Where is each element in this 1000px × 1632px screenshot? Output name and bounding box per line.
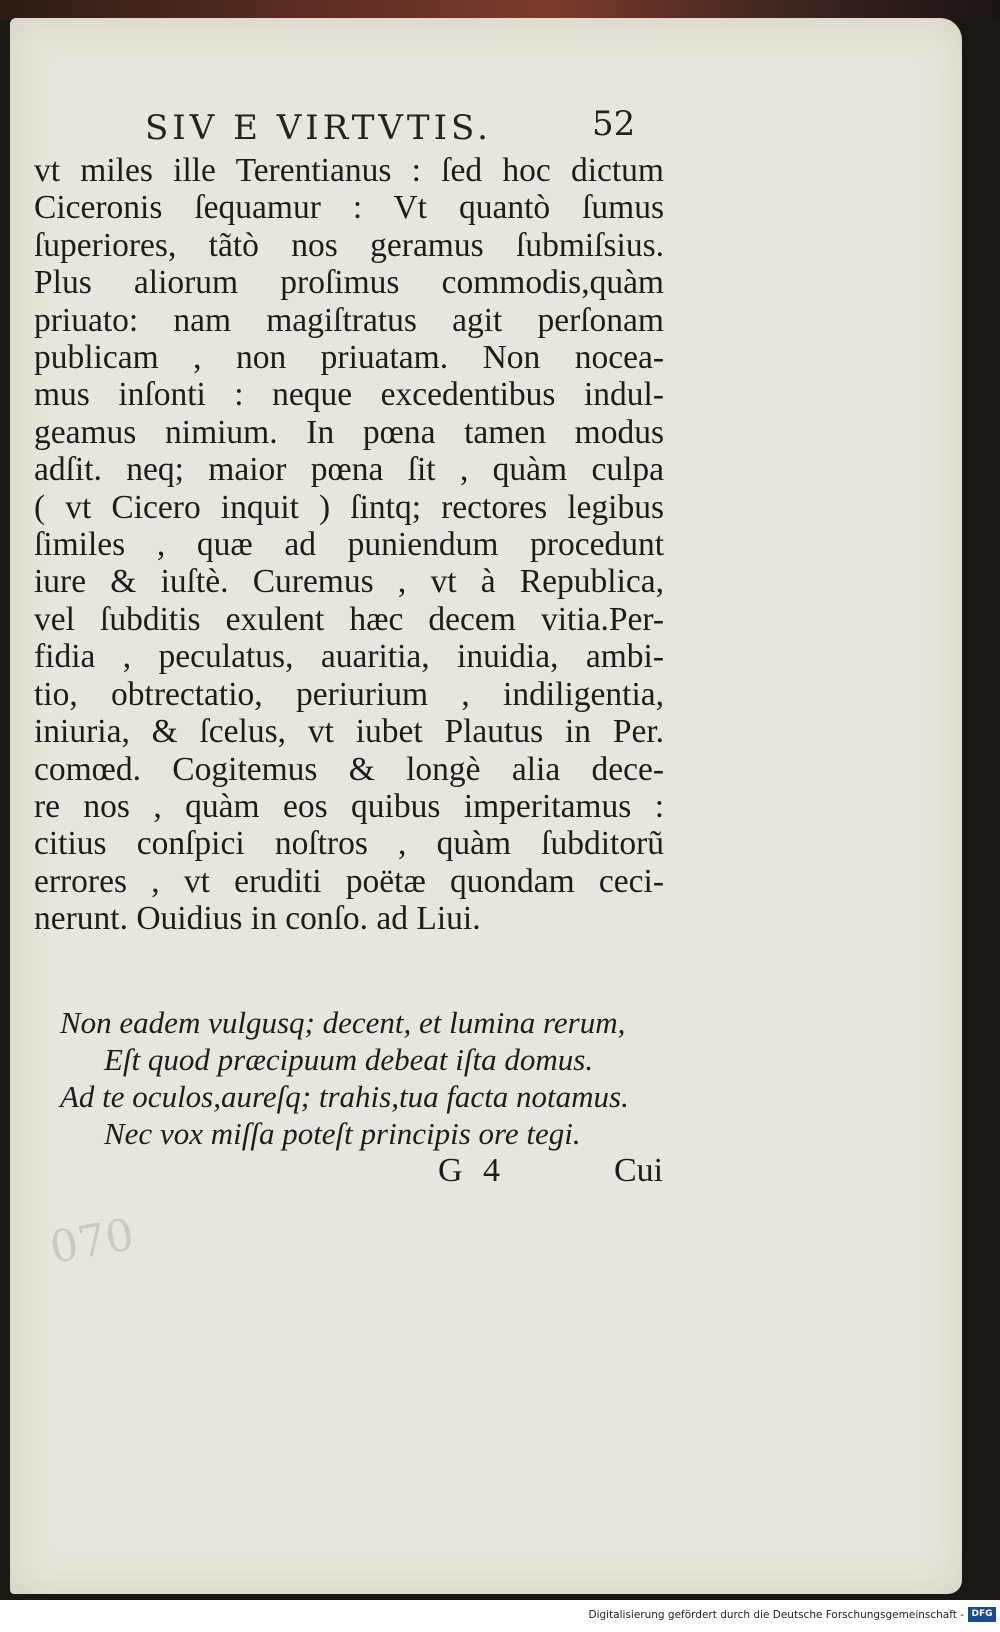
body-line: Ciceronis ſequamur : Vt quantò ſumus [34,189,664,227]
body-line: fidia , peculatus, auaritia, inuidia, ambi- [34,638,664,676]
body-line: iure & iuſtè. Curemus , vt à Republica, [34,563,664,601]
body-line: errores , vt eruditi poëtæ quondam ceci- [34,862,664,900]
body-line: mus inſonti : neque excedentibus indul- [34,376,664,414]
body-line: vt miles ille Terentianus : ſed hoc dictum [34,152,664,189]
running-head: SIV E VIRTVTIS. [145,108,492,148]
dfg-logo: DFG [968,1607,996,1622]
body-line: citius conſpici noſtros , quàm ſubditorũ [34,825,664,863]
body-line: geamus nimium. In pœna tamen modus [34,413,664,451]
faded-stamp: 070 [46,1209,138,1274]
body-line-last: nerunt. Ouidius in conſo. ad Liui. [34,900,481,938]
catchword: Cui [614,1152,664,1189]
body-line: vel ſubditis exulent hæc decem vitia.Per- [34,600,664,638]
body-text [34,152,684,938]
body-line: iniuria, & ſcelus, vt iubet Plautus in Per. [34,713,664,751]
body-line: ( vt Cicero inquit ) ſintq; rectores legibus [34,488,664,526]
body-line: comœd. Cogitemus & longè alia dece- [34,750,664,788]
body-line: publicam , non priuatam. Non nocea- [34,339,664,377]
body-line: ſimiles , quæ ad puniendum procedunt [34,526,664,564]
body-line: adſit. neq; maior pœna ſit , quàm culpa [34,451,664,489]
body-line: Plus aliorum proſimus commodis,quàm [34,264,664,302]
verse-line: Ad te oculos,aureſq; trahis,tua facta notamus. [60,1079,629,1114]
verse-quotation [60,1004,629,1152]
body-line: tio, obtrectatio, periurium , indiligentia, [34,675,664,713]
signature-mark: G 4 [438,1152,507,1189]
body-line: priuato: nam magiſtratus agit perſonam [34,301,664,339]
page-number: 52 [592,104,636,144]
binding-edge [0,0,1000,20]
digitization-credit: Digitalisierung gefördert durch die Deutsche Forschungsgemeinschaft - [588,1609,964,1621]
verse-line: Eſt quod præcipuum debeat iſta domus. [104,1042,594,1077]
body-line: re nos , quàm eos quibus imperitamus : [34,787,664,825]
verse-line: Non eadem vulgusq; decent, et lumina rerum, [60,1005,626,1040]
verse-line: Nec vox miſſa poteſt principis ore tegi. [104,1116,581,1151]
body-line: ſuperiores, tãtò nos geramus ſubmiſsius. [34,226,664,264]
